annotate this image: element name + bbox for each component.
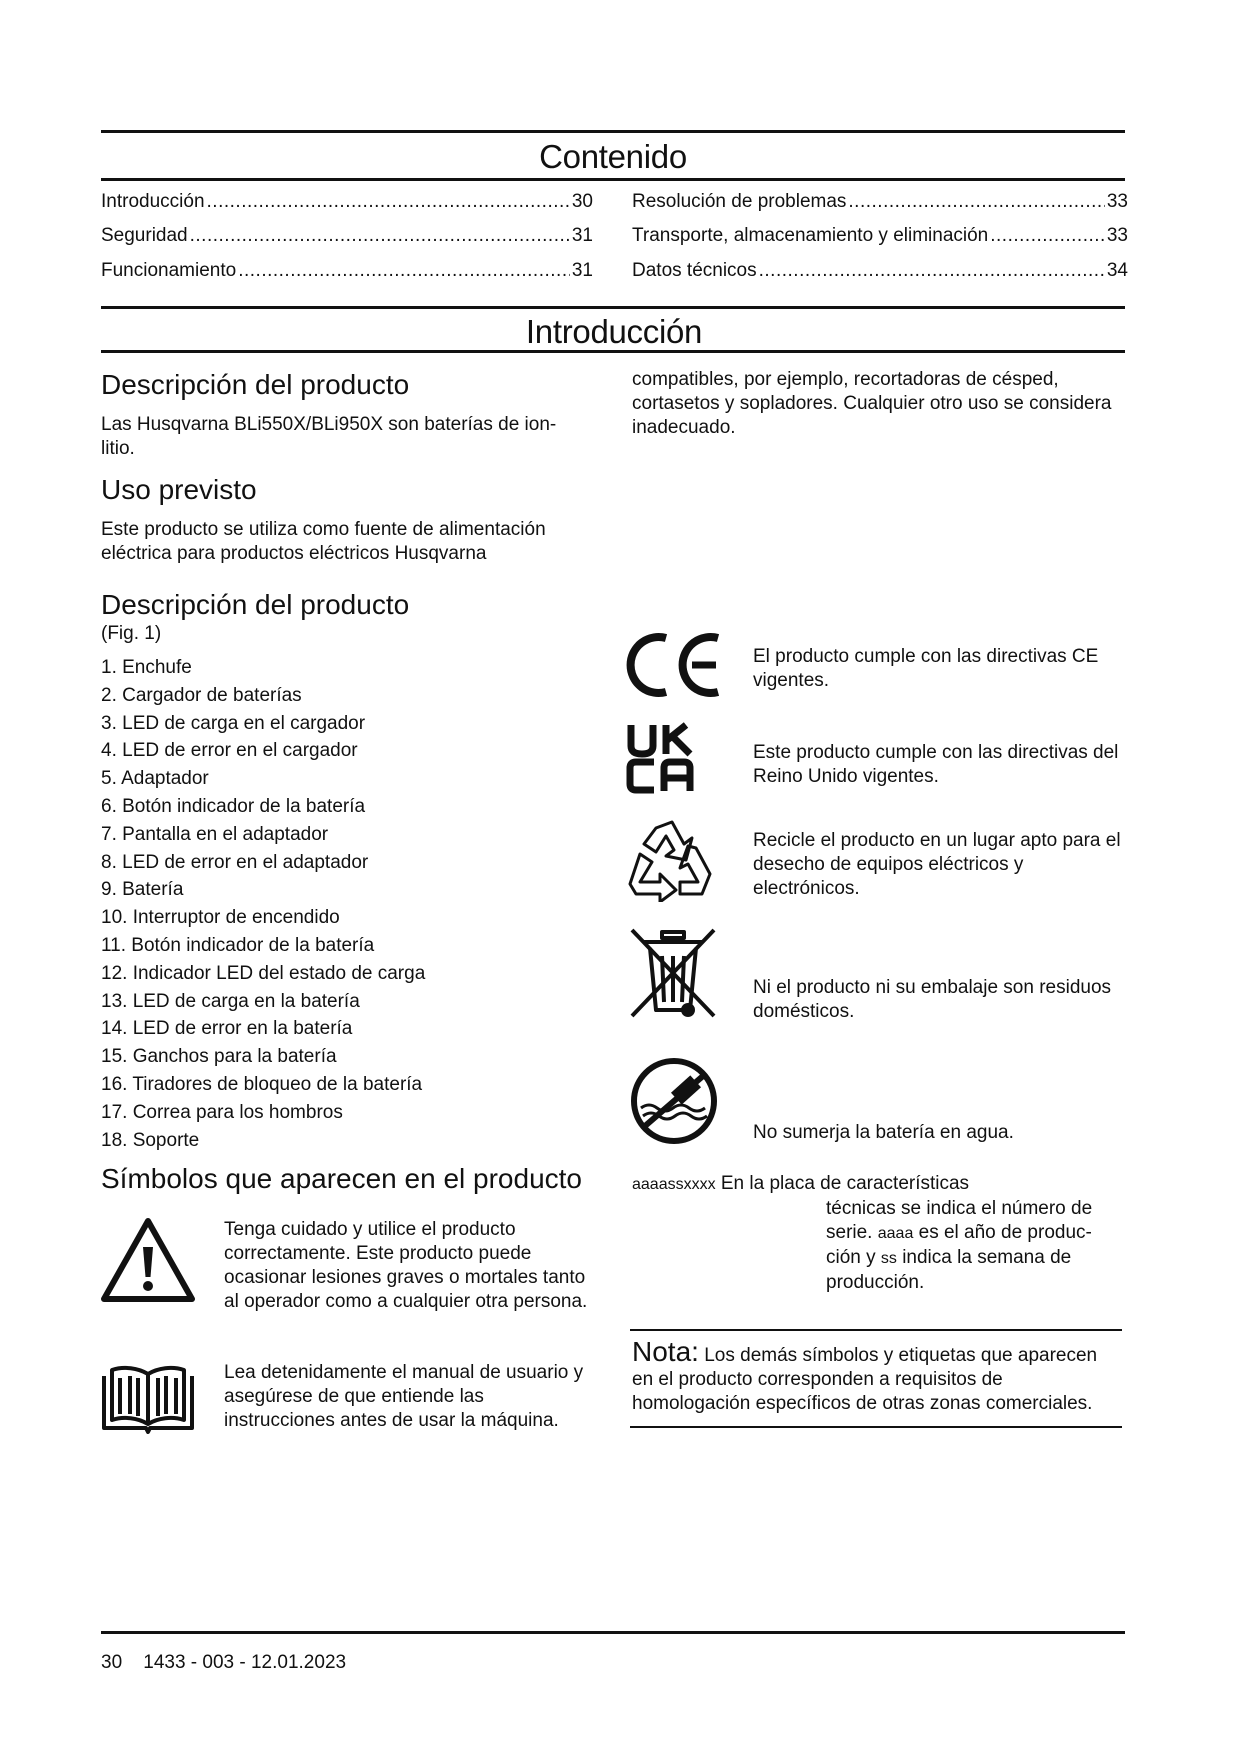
page-footer: 30 1433 - 003 - 12.01.2023 [101,1652,347,1673]
serial-aaaa-code: aaaa [877,1225,914,1242]
no-water-icon [629,1056,719,1146]
ukca-symbol-text: Este producto cumple con las directivas del Reino Unido vigentes. [753,742,1119,787]
contents-bottom-rule [101,178,1125,181]
recycle-icon [626,818,714,902]
serial-ss-code: ss [880,1250,897,1267]
ce-symbol-text: El producto cumple con las directivas CE vigentes. [753,646,1099,691]
note-top-rule [630,1329,1122,1331]
list-item: 7. Pantalla en el adaptador [101,823,329,845]
list-item: 18. Soporte [101,1129,200,1151]
manual-symbol-text: Lea detenidamente el manual de usuario y asegúrese de que entiende las instrucciones antes de usar la máquina. [224,1362,584,1431]
component-list [101,656,425,1156]
list-item: 14. LED de error en la batería [101,1018,353,1040]
list-item: 17. Correa para los hombros [101,1101,343,1123]
serial-number-line [632,1172,1062,1197]
contents-top-rule [101,130,1125,133]
warning-triangle-icon [100,1217,196,1303]
list-item: 8. LED de error en el adaptador [101,851,369,873]
product-description-heading: Descripción del producto [101,369,410,400]
list-item: 16. Tiradores de bloqueo de la batería [101,1073,423,1095]
toc-entry-funcionamiento[interactable]: Funcionamiento ..... 31 [101,259,593,283]
list-item: 2. Cargador de baterías [101,684,302,706]
contents-title: Contenido [539,138,687,175]
intro-top-rule [101,306,1125,309]
list-item: 13. LED de carga en la batería [101,990,360,1012]
crossed-bin-icon [626,926,720,1022]
footer-rule [101,1631,1125,1634]
list-item: 1. Enchufe [101,657,192,678]
list-item: 9. Batería [101,879,184,901]
note-text: Los demás símbolos y etiquetas que aparecen en el producto corresponden a requisitos de homologación específicos de otras zonas comerciales. [632,1345,1098,1414]
note-block [632,1336,1122,1416]
list-item: 4. LED de error en el cargador [101,740,358,762]
ukca-mark-icon [626,722,698,794]
figure-reference: (Fig. 1) [101,623,162,644]
list-item: 12. Indicador LED del estado de carga [101,962,426,984]
toc-entry-transporte[interactable]: Transporte, almacenamiento y eliminación ..... 33 [632,224,1128,248]
serial-text-2: técnicas se indica el número de serie. [826,1198,1093,1243]
bin-symbol-text: Ni el producto ni su embalaje son residuos domésticos. [753,977,1112,1022]
list-item: 11. Botón indicador de la batería [101,934,375,956]
toc-entry-resolucion[interactable]: Resolución de problemas ..... 33 [632,190,1128,214]
serial-code: aaaassxxxx [632,1176,716,1193]
intended-use-heading: Uso previsto [101,474,257,505]
product-overview-heading: Descripción del producto [101,589,410,620]
serial-text-4: indica la semana de producción. [826,1247,1072,1293]
list-item: 5. Adaptador [101,768,209,790]
toc-entry-introduccion[interactable]: Introducción ..... 30 [101,190,593,214]
toc-entry-seguridad[interactable]: Seguridad ..... 31 [101,224,593,248]
note-bottom-rule [630,1426,1122,1428]
list-item: 15. Ganchos para la batería [101,1046,337,1068]
product-description-text: Las Husqvarna BLi550X/BLi950X son baterías de ion-litio. [101,414,557,459]
serial-text-1: En la placa de características [720,1173,970,1194]
intro-title: Introducción [525,313,703,350]
recycle-symbol-text: Recicle el producto en un lugar apto para el desecho de equipos eléctricos y electrónicos. [753,830,1121,899]
water-symbol-text: No sumerja la batería en agua. [753,1122,1014,1143]
intro-bottom-rule [101,350,1125,353]
list-item: 10. Interruptor de encendido [101,907,340,929]
warning-symbol-text: Tenga cuidado y utilice el producto correctamente. Este producto puede ocasionar lesiones graves o mortales tanto al operador como a cualquier otra persona. [224,1219,588,1312]
ce-mark-icon [626,630,726,700]
list-item: 6. Botón indicador de la batería [101,795,366,817]
intended-use-text: Este producto se utiliza como fuente de alimentación eléctrica para productos eléctricos Husqvarna [101,519,546,564]
serial-text-3: es el año de produc-ción y [826,1222,1092,1268]
serial-number-explanation [826,1197,1116,1295]
intended-use-continued-text: compatibles, por ejemplo, recortadoras de césped, cortasetos y sopladores. Cualquier otro uso se considera inadecuado. [632,369,1112,438]
list-item: 3. LED de carga en el cargador [101,712,366,734]
manual-book-icon [100,1362,196,1434]
toc-entry-datos-tecnicos[interactable]: Datos técnicos ..... 34 [632,259,1128,283]
symbols-heading: Símbolos que aparecen en el producto [101,1163,582,1194]
note-label: Nota: [632,1336,699,1367]
